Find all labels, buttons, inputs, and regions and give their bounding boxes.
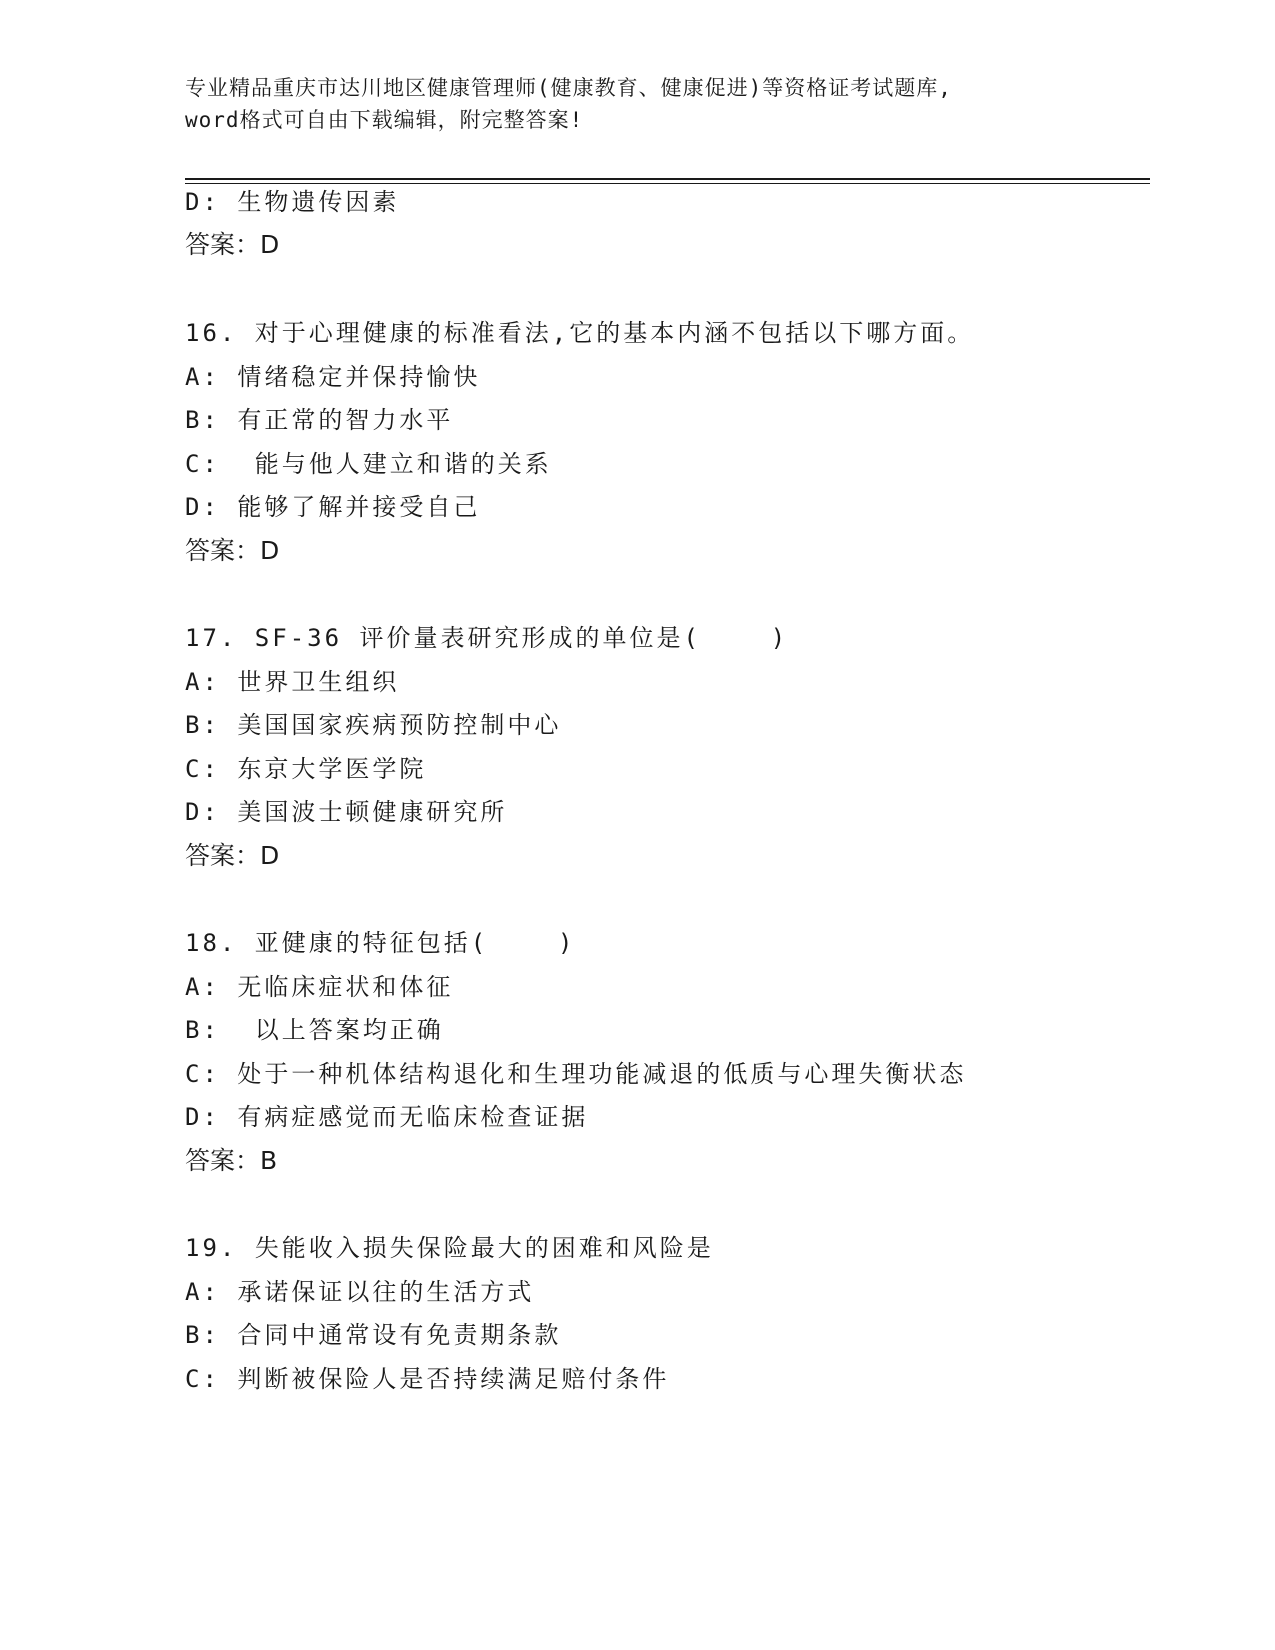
question-17-option-a: A: 世界卫生组织: [185, 668, 400, 696]
question-18-option-a: A: 无临床症状和体征: [185, 973, 454, 1001]
question-17-stem: 17. SF-36 评价量表研究形成的单位是( ): [185, 624, 789, 652]
question-17-option-d: D: 美国波士顿健康研究所: [185, 798, 508, 826]
question-16-option-a: A: 情绪稳定并保持愉快: [185, 363, 481, 391]
question-17-answer: 答案：D: [185, 841, 280, 870]
header-divider-thin: [185, 183, 1150, 184]
question-18-option-d: D: 有病症感觉而无临床检查证据: [185, 1103, 589, 1131]
question-16-answer: 答案：D: [185, 536, 280, 565]
question-18-option-b: B: 以上答案均正确: [185, 1016, 444, 1044]
question-16-option-d: D: 能够了解并接受自己: [185, 493, 481, 521]
question-19-stem: 19. 失能收入损失保险最大的困难和风险是: [185, 1234, 714, 1262]
question-16-stem: 16. 对于心理健康的标准看法,它的基本内涵不包括以下哪方面。: [185, 319, 975, 347]
question-18-answer: 答案：B: [185, 1146, 278, 1175]
header-divider-thick: [185, 178, 1150, 180]
question-18-option-c: C: 处于一种机体结构退化和生理功能减退的低质与心理失衡状态: [185, 1060, 967, 1088]
question-16-option-c: C: 能与他人建立和谐的关系: [185, 450, 552, 478]
header-line-2: word格式可自由下载编辑，附完整答案!: [185, 108, 584, 132]
prev-answer: 答案：D: [185, 230, 280, 259]
question-19-option-b: B: 合同中通常设有免责期条款: [185, 1321, 562, 1349]
question-19-option-a: A: 承诺保证以往的生活方式: [185, 1278, 535, 1306]
prev-option-d: D: 生物遗传因素: [185, 188, 400, 216]
question-17-option-b: B: 美国国家疾病预防控制中心: [185, 711, 562, 739]
question-17-option-c: C: 东京大学医学院: [185, 755, 427, 783]
document-header: [185, 72, 1085, 136]
header-line-1: 专业精品重庆市达川地区健康管理师(健康教育、健康促进)等资格证考试题库,: [185, 76, 952, 100]
question-18-stem: 18. 亚健康的特征包括( ): [185, 929, 576, 957]
question-19-option-c: C: 判断被保险人是否持续满足赔付条件: [185, 1365, 670, 1393]
question-16-option-b: B: 有正常的智力水平: [185, 406, 454, 434]
